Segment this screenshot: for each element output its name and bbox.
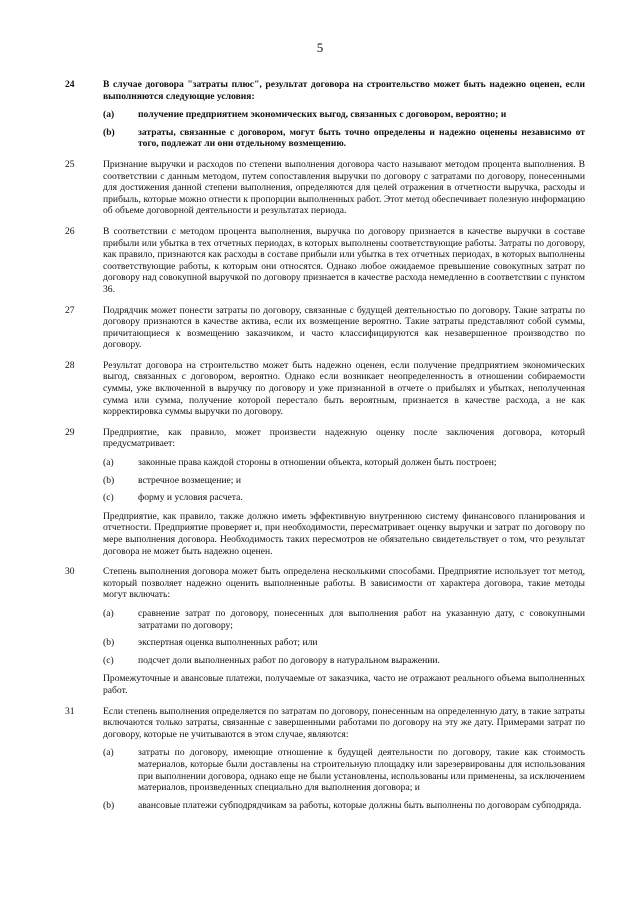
sub-item-label: (a) — [103, 457, 114, 469]
sub-item-label: (b) — [103, 799, 115, 811]
sub-item-label: (a) — [103, 109, 115, 121]
paragraph-24 — [65, 79, 585, 150]
paragraph-text: Промежуточные и авансовые платежи, получаемые от заказчика, часто не отражают реального объема выполненных работ. — [103, 673, 585, 696]
paragraph-text: Если степень выполнения определяется по затратам по договору, понесенным на определенную дату, в такие затраты включаются только затраты, связанные с завершенными работами по договору на эту же дату. Примерами затрат по договору, которые не учитываются в этом случае, являются: — [103, 705, 585, 740]
sub-item-text: затраты по договору, имеющие отношение к будущей деятельности по договору, такие как стоимость материалов, которые были доставлены на строительную площадку или зарезервированы для использования при выполнении договора, однако еще не были установлены, использованы или применены, за исключением материалов, произведенных специально для выполнения договора; и — [138, 747, 585, 794]
paragraph-number: 28 — [65, 359, 75, 371]
paragraph-text: Предприятие, как правило, может произвести надежную оценку после заключения договора, который предусматривает: — [103, 426, 585, 450]
sub-item — [103, 637, 585, 649]
sub-item-label: (b) — [103, 637, 115, 649]
paragraph-text: Предприятие, как правило, также должно иметь эффективную внутреннюю систему финансового планирования и отчетности. Предприятие проверяет и, при необходимости, пересматривает оценку выручки и затрат по договору по мере выполнения договора. Необходимость таких пересмотров не обязательно свидетельствует о том, что результат договора не может быть надежно оценен. — [103, 510, 585, 557]
paragraph-body — [103, 427, 585, 557]
sub-item-text: авансовые платежи субподрядчикам за работы, которые должны быть выполнены по договорам субподряда. — [138, 799, 582, 811]
paragraph-28 — [65, 360, 585, 418]
sub-item-text: экспертная оценка выполненных работ; или — [138, 637, 318, 649]
paragraph-number: 29 — [65, 426, 75, 438]
paragraph-body — [103, 305, 585, 351]
sub-item-list — [103, 457, 585, 504]
sub-item-label: (a) — [103, 607, 114, 619]
sub-item-text: подсчет доли выполненных работ по договору в натуральном выражении. — [138, 654, 440, 666]
sub-item-text: законные права каждой стороны в отношении объекта, который должен быть построен; — [138, 457, 497, 469]
sub-item — [103, 608, 585, 631]
sub-item-label: (c) — [103, 492, 114, 504]
paragraph-number: 26 — [65, 225, 75, 237]
paragraph-number: 25 — [65, 158, 75, 170]
sub-item — [103, 475, 585, 487]
sub-item-text: затраты, связанные с договором, могут быть точно определены и надежно оценены независимо от того, подлежат ли они отдельному возмещению. — [138, 126, 585, 150]
document-body — [65, 79, 585, 820]
paragraph-29 — [65, 427, 585, 557]
sub-item-text: встречное возмещение; и — [138, 474, 242, 486]
sub-item — [103, 655, 585, 667]
paragraph-number: 31 — [65, 705, 75, 717]
paragraph-number: 24 — [65, 79, 75, 90]
sub-item-label: (b) — [103, 474, 115, 486]
sub-item-text: получение предприятием экономических выгод, связанных с договором, вероятно; и — [138, 109, 507, 121]
paragraph-text: Подрядчик может понести затраты по договору, связанные с будущей деятельностью по договору. Такие затраты по договору признаются в качестве актива, если их возмещение вероятно. Такие затраты представляют собой суммы, причитающиеся к возмещению заказчиком, и часто классифицируются как незавершенное производство по договору. — [103, 304, 585, 351]
sub-item — [103, 800, 585, 812]
sub-item-list — [103, 608, 585, 666]
paragraph-text: В случае договора "затраты плюс", результат договора на строительство может быть надежно оценен, если выполняются следующие условия: — [103, 79, 585, 102]
paragraph-number: 30 — [65, 566, 75, 578]
paragraph-text: Результат договора на строительство может быть надежно оценен, если получение предприятием экономических выгод, связанных с договором, вероятно. Однако если возникает неопределенность в отношении собираемости суммы, уже включенной в выручку по договору и уже признанной в отчете о прибылях и убытках, неполученная сумма или сумма, получение которой перестало быть вероятным, признается в качестве расхода, а не как корректировка суммы выручки по договору. — [103, 359, 585, 418]
paragraph-text: Степень выполнения договора может быть определена несколькими способами. Предприятие использует тот метод, который позволяет надежно оценить выполненные работы. В зависимости от характера договора, такие методы могут включать: — [103, 566, 585, 601]
sub-item — [103, 747, 585, 793]
sub-item-label: (b) — [103, 126, 115, 138]
sub-item-text: форму и условия расчета. — [138, 492, 243, 504]
paragraph-body — [103, 566, 585, 696]
sub-item — [103, 492, 585, 504]
sub-item — [103, 457, 585, 469]
paragraph-26 — [65, 226, 585, 296]
sub-item — [103, 109, 585, 121]
paragraph-text: Признание выручки и расходов по степени выполнения договора часто называют методом процента выполнения. В соответствии с данным методом, путем сопоставления выручки по договору с затратами по договору, понесенными для достижения данной степени выполнения, определяются для целей отражения в отчетности выручка, расходы и прибыль, которые можно отнести к пропорции выполненных работ. Этот метод обеспечивает полезную информацию об объеме договорной деятельности и результатах периода. — [103, 158, 585, 217]
sub-item — [103, 127, 585, 150]
paragraph-body — [103, 706, 585, 812]
sub-item-list — [103, 109, 585, 150]
sub-item-list — [103, 747, 585, 811]
paragraph-body — [103, 360, 585, 418]
paragraph-body — [103, 226, 585, 296]
paragraph-text: В соответствии с методом процента выполнения, выручка по договору признается в качестве выручки в составе прибыли или убытка в тех отчетных периодах, в которых выполнены соответствующие работы. Затраты по договору, как правило, признаются как расходы в составе прибыли или убытка в тех отчетных периодах, в которых выполнены соответствующие работы, к которым они относятся. Однако любое ожидаемое превышение совокупных затрат по договору над совокупной выручкой по договору признается в качестве расхода немедленно в соответствии с пунктом 36. — [103, 225, 585, 295]
page-number: 5 — [316, 40, 324, 55]
paragraph-30 — [65, 566, 585, 696]
paragraph-number: 27 — [65, 304, 75, 316]
sub-item-text: сравнение затрат по договору, понесенных для выполнения работ на указанную дату, с совокупными затратами по договору; — [138, 607, 585, 631]
paragraph-31 — [65, 706, 585, 812]
paragraph-body — [103, 79, 585, 150]
paragraph-25 — [65, 159, 585, 217]
sub-item-label: (c) — [103, 654, 114, 666]
sub-item-label: (a) — [103, 747, 114, 759]
paragraph-body — [103, 159, 585, 217]
paragraph-27 — [65, 305, 585, 351]
